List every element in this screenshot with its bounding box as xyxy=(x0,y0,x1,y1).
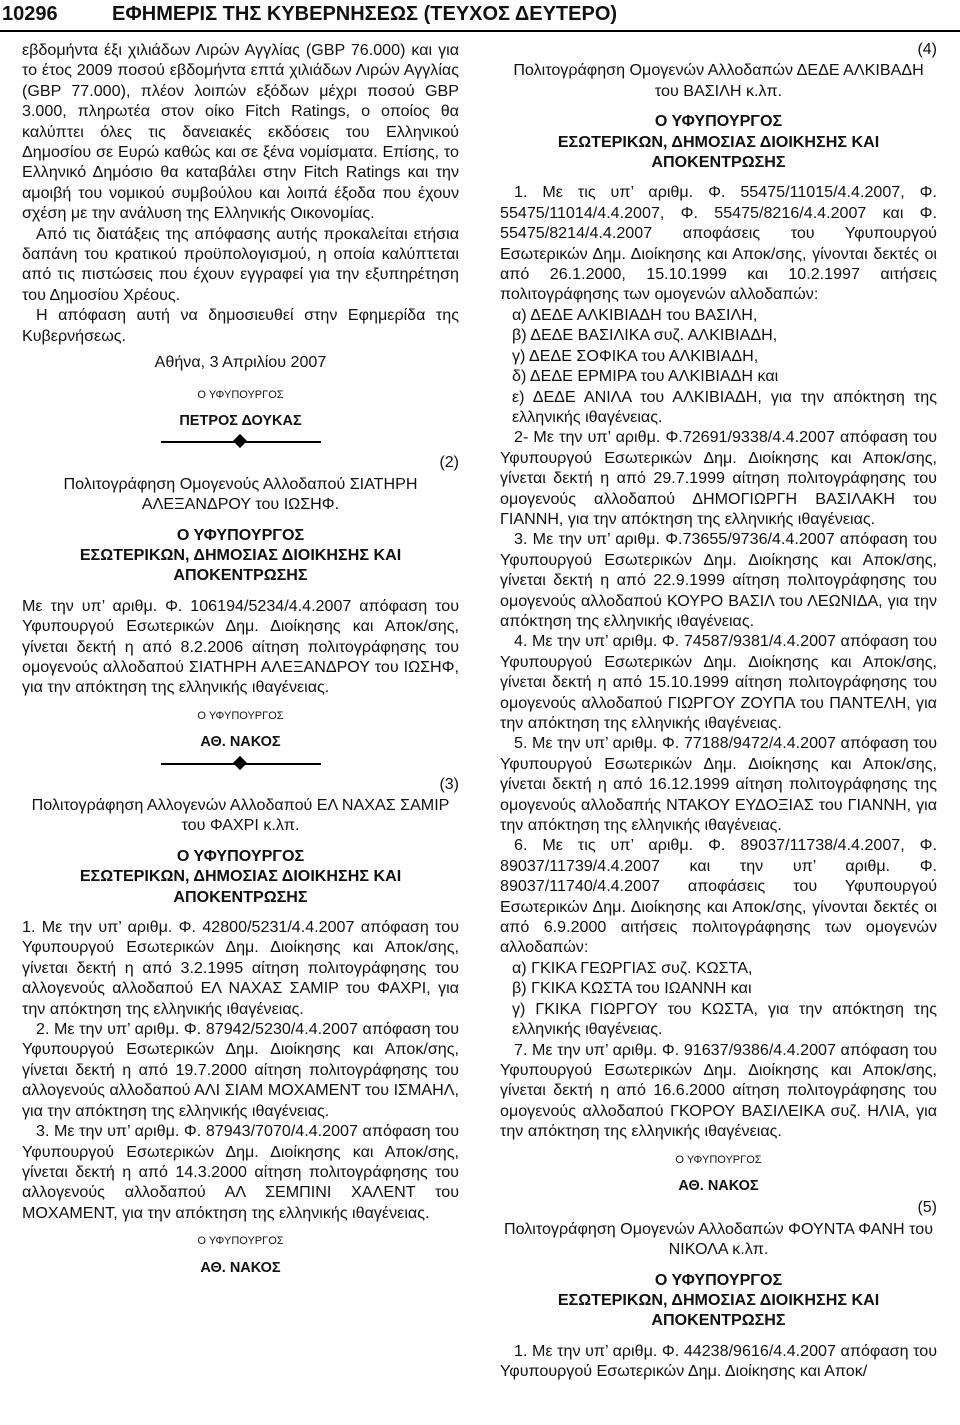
decision-title: Πολιτογράφηση Αλλογενών Αλλοδαπού ΕΛ ΝΑΧΑΣ ΣΑΜΙΡ του ΦΑΧΡΙ κ.λπ. xyxy=(31,796,450,835)
list-item: α) ΔΕΔΕ ΑΛΚΙΒΙΑΔΗ του ΒΑΣΙΛΗ, xyxy=(512,305,758,324)
decision-title: Πολιτογράφηση Ομογενούς Αλλοδαπού ΣΙΑΤΗΡΗ ΑΛΕΞΑΝΔΡΟΥ του ΙΩΣΗΦ. xyxy=(63,474,418,514)
paragraph: 5. Με την υπ’ αριθμ. Φ. 77188/9472/4.4.2007 απόφαση του Υφυπουργού Εσωτερικών Δημ. Διοίκησης και Αποκ/σης, γίνεται δεκτή η από 16.12.1999 αίτηση πολιτογράφησης της ομογενούς αλλοδαπής ΝΤΑΚΟΥ ΕΥΔΟΞΙΑΣ του ΓΙΑΝΝΗ, για την απόκτηση της ελληνικής ιθαγένειας. xyxy=(500,734,937,835)
paragraph: 2- Με την υπ’ αριθμ. Φ.72691/9338/4.4.2007 απόφαση του Υφυπουργού Εσωτερικών Δημ. Διοίκησης και Αποκ/σης, γίνεται δεκτή η από 29.7.1999 αίτηση πολιτογράφησης του ομογενούς αλλοδαπού ΔΗΜΟΓΙΩΡΓΗ ΒΑΣΙΛΑΚΗ του ΓΙΑΝΝΗ, για την απόκτηση της ελληνικής ιθαγένειας. xyxy=(500,428,937,528)
section-separator xyxy=(161,755,321,773)
decision-title: Πολιτογράφηση Ομογενών Αλλοδαπών ΔΕΔΕ ΑΛΚΙΒΑΔΗ του ΒΑΣΙΛΗ κ.λπ. xyxy=(513,61,924,100)
authority-title: Ο ΥΦΥΠΟΥΡΓΟΣ xyxy=(654,112,783,131)
list-item: β) ΔΕΔΕ ΒΑΣΙΛΙΚΑ συζ. ΑΛΚΙΒΙΑΔΗ, xyxy=(512,326,778,345)
signatory-name: ΑΘ. ΝΑΚΟΣ xyxy=(200,1259,281,1276)
authority-title: Ο ΥΦΥΠΟΥΡΓΟΣ xyxy=(654,1270,783,1289)
decision-number: (4) xyxy=(917,41,937,58)
issuing-authority xyxy=(500,111,937,172)
paragraph: 1. Με την υπ’ αριθμ. Φ. 44238/9616/4.4.2007 απόφαση του Υφυπουργού Εσωτερικών Δημ. Διοίκησης και Αποκ/ xyxy=(500,1341,937,1381)
signatory-title: Ο ΥΦΥΠΟΥΡΓΟΣ xyxy=(197,709,284,722)
authority-ministry: ΕΣΩΤΕΡΙΚΩΝ, ΔΗΜΟΣΙΑΣ ΔΙΟΙΚΗΣΗΣ ΚΑΙ ΑΠΟΚΕΝΤΡΩΣΗΣ xyxy=(79,545,402,585)
paragraph: 6. Με τις υπ’ αριθμ. Φ. 89037/11738/4.4.2007, Φ. 89037/11739/4.4.2007 και την υπ’ αριθμ. Φ. 89037/11740/4.4.2007 αποφάσεις του Υφυπουργού Εσωτερικών Δημ. Διοίκησης και Αποκ/σης, γίνονται δεκτές οι από 6.9.2000 αιτήσεις πολιτογράφησης των ομογενών αλλοδαπών: xyxy=(500,836,937,957)
list-item: β) ΓΚΙΚΑ ΚΩΣΤΑ του ΙΩΑΝΝΗ και xyxy=(512,979,752,998)
issuing-authority xyxy=(22,846,459,907)
page-number: 10296 xyxy=(2,3,58,25)
list-item: γ) ΔΕΔΕ ΣΟΦΙΚΑ του ΑΛΚΙΒΙΑΔΗ, xyxy=(512,346,759,365)
decision-number: (2) xyxy=(439,454,459,472)
paragraph: 4. Με την υπ’ αριθμ. Φ. 74587/9381/4.4.2007 απόφαση του Υφυπουργού Εσωτερικών Δημ. Διοίκησης και Αποκ/σης, γίνεται δεκτή η από 15.10.1999 αίτηση πολιτογράφησης του ομογενούς αλλοδαπού ΓΙΩΡΓΟΥ ΖΟΥΠΑ του ΠΑΝΤΕΛΗ, για την απόκτηση της ελληνικής ιθαγένειας. xyxy=(500,632,937,732)
authority-ministry: ΕΣΩΤΕΡΙΚΩΝ, ΔΗΜΟΣΙΑΣ ΔΙΟΙΚΗΣΗΣ ΚΑΙ ΑΠΟΚΕΝΤΡΩΣΗΣ xyxy=(557,1290,880,1330)
authority-title: Ο ΥΦΥΠΟΥΡΓΟΣ xyxy=(176,525,305,544)
diamond-ornament-icon xyxy=(232,434,246,448)
list-item: ε) ΔΕΔΕ ΑΝΙΛΑ του ΑΛΚΙΒΙΑΔΗ, για την απόκτηση της ελληνικής ιθαγένειας. xyxy=(512,387,937,426)
paragraph: 1. Με την υπ’ αριθμ. Φ. 42800/5231/4.4.2007 απόφαση του Υφυπουργού Εσωτερικών Δημ. Διοίκησης και Αποκ/σης, γίνεται δεκτή η από 3.2.1995 αίτηση πολιτογράφησης του αλλογενούς αλλοδαπού ΕΛ ΝΑΧΑΣ ΣΑΜΙΡ του ΦΑΧΡΙ, για την απόκτηση της ελληνικής ιθαγένειας. xyxy=(22,918,459,1018)
paragraph: Από τις διατάξεις της απόφασης αυτής προκαλείται ετήσια δαπάνη του κρατικού προϋπολογισμού, η οποία καλύπτεται από τις πιστώσεις που έχουν εγγραφεί για την εξυπηρέτηση του Δημοσίου Χρέους. xyxy=(22,224,459,304)
paragraph: 3. Με την υπ’ αριθμ. Φ. 87943/7070/4.4.2007 απόφαση του Υφυπουργού Εσωτερικών Δημ. Διοίκησης και Αποκ/σης, γίνεται δεκτή η από 14.3.2000 αίτηση πολιτογράφησης του αλλογενούς αλλοδαπού ΑΛ ΣΕΜΠΙΝΙ ΧΑΛΕΝΤ του ΜΟΧΑΜΕΝΤ, για την απόκτηση της ελληνικής ιθαγένειας. xyxy=(22,1122,459,1222)
paragraph: 7. Με την υπ’ αριθμ. Φ. 91637/9386/4.4.2007 απόφαση του Υφυπουργού Εσωτερικών Δημ. Διοίκησης και Αποκ/σης, γίνεται δεκτή η από 16.6.2000 αίτηση πολιτογράφησης του ομογενούς αλλοδαπού ΓΚΟΡΟΥ ΒΑΣΙΛΕΙΚΑ συζ. ΗΛΙΑ, για την απόκτηση της ελληνικής ιθαγένειας. xyxy=(500,1040,937,1141)
list-item: γ) ΓΚΙΚΑ ΓΙΩΡΓΟΥ του ΚΩΣΤΑ, για την απόκτηση της ελληνικής ιθαγένειας. xyxy=(512,999,937,1039)
list-item: δ) ΔΕΔΕ ΕΡΜΙΡΑ του ΑΛΚΙΒΙΑΔΗ και xyxy=(512,367,779,386)
paragraph: 1. Με τις υπ’ αριθμ. Φ. 55475/11015/4.4.2007, Φ. 55475/11014/4.4.2007, Φ. 55475/8216/4.4.2007 και Φ. 55475/8214/4.4.2007 αποφάσεις του Υφυπουργού Εσωτερικών Δημ. Διοίκησης και Αποκ/σης, γίνονται δεκτές οι από 26.1.2000, 15.10.1999 και 10.2.1997 αιτήσεις πολιτογράφησης των ομογενών αλλοδαπών: xyxy=(500,183,937,304)
paragraph: εβδομήντα έξι χιλιάδων Λιρών Αγγλίας (GBP 76.000) και για το έτος 2009 ποσού εβδομήντα επτά χιλιάδων Λιρών Αγγλίας (GBP 77.000), πλέον λοιπών εξόδων μέχρι ποσού GBP 3.000, πληρωτέα στον οίκο Fitch Ratings, ο οποίος θα καλύπτει όλες τις δανειακές εκδόσεις του Ελληνικού Δημοσίου σε Ευρώ καθώς και σε ξένα νομίσματα. Επίσης, το Ελληνικό Δημόσιο θα καταβάλει στην Fitch Ratings και την αμοιβή του νομικού συμβούλου και λοιπά έξοδα που έχουν σχέση με την ανάλυση της Ελληνικής Οικονομίας. xyxy=(22,41,459,223)
authority-ministry: ΕΣΩΤΕΡΙΚΩΝ, ΔΗΜΟΣΙΑΣ ΔΙΟΙΚΗΣΗΣ ΚΑΙ ΑΠΟΚΕΝΤΡΩΣΗΣ xyxy=(79,867,402,906)
list-item: α) ΓΚΙΚΑ ΓΕΩΡΓΙΑΣ συζ. ΚΩΣΤΑ, xyxy=(512,958,753,977)
right-column xyxy=(500,40,937,1382)
signatory-title: Ο ΥΦΥΠΟΥΡΓΟΣ xyxy=(197,1235,284,1248)
section-separator xyxy=(161,433,321,451)
issuing-authority xyxy=(500,1270,937,1331)
paragraph: 3. Με την υπ’ αριθμ. Φ.73655/9736/4.4.2007 απόφαση του Υφυπουργού Εσωτερικών Δημ. Διοίκησης και Αποκ/σης, γίνεται δεκτή η από 22.9.1999 αίτηση πολιτογράφησης του ομογενούς αλλοδαπού ΚΟΥΡΟ ΒΑΣΙΛ του ΛΕΩΝΙΔΑ, για την απόκτηση της ελληνικής ιθαγένειας. xyxy=(500,530,937,630)
signatory-title: Ο ΥΦΥΠΟΥΡΓΟΣ xyxy=(197,388,284,401)
left-column xyxy=(22,40,459,1280)
paragraph: Με την υπ’ αριθμ. Φ. 106194/5234/4.4.2007 απόφαση του Υφυπουργού Εσωτερικών Δημ. Διοίκησης και Αποκ/σης, γίνεται δεκτή η από 8.2.2006 αίτηση πολιτογράφησης του ομογενούς αλλοδαπού ΣΙΑΤΗΡΗ ΑΛΕΞΑΝΔΡΟΥ του ΙΩΣΗΦ, για την απόκτηση της ελληνικής ιθαγένειας. xyxy=(22,596,459,697)
authority-ministry: ΕΣΩΤΕΡΙΚΩΝ, ΔΗΜΟΣΙΑΣ ΔΙΟΙΚΗΣΗΣ ΚΑΙ ΑΠΟΚΕΝΤΡΩΣΗΣ xyxy=(557,132,880,172)
signatory-name: ΑΘ. ΝΑΚΟΣ xyxy=(200,734,281,751)
paragraph: Η απόφαση αυτή να δημοσιευθεί στην Εφημερίδα της Κυβερνήσεως. xyxy=(22,306,459,345)
decision-number: (3) xyxy=(439,775,459,793)
signatory-title: Ο ΥΦΥΠΟΥΡΓΟΣ xyxy=(675,1153,762,1166)
issuing-authority xyxy=(22,525,459,586)
authority-title: Ο ΥΦΥΠΟΥΡΓΟΣ xyxy=(176,846,305,865)
paragraph: 2. Με την υπ’ αριθμ. Φ. 87942/5230/4.4.2007 απόφαση του Υφυπουργού Εσωτερικών Δημ. Διοίκησης και Αποκ/σης, γίνεται δεκτή η από 19.7.2000 αίτηση πολιτογράφησης του αλλογενούς αλλοδαπού ΑΛΙ ΣΙΑΜ ΜΟΧΑΜΕΝΤ του ΙΣΜΑΗΛ, για την απόκτηση της ελληνικής ιθαγένειας. xyxy=(22,1020,459,1120)
signatory-name: ΑΘ. ΝΑΚΟΣ xyxy=(678,1177,759,1194)
decision-number: (5) xyxy=(917,1199,937,1217)
page-header xyxy=(0,0,960,32)
diamond-ornament-icon xyxy=(232,756,246,770)
signatory-name: ΠΕΤΡΟΣ ΔΟΥΚΑΣ xyxy=(179,412,302,429)
signature-date: Αθήνα, 3 Απριλίου 2007 xyxy=(154,353,327,372)
decision-title: Πολιτογράφηση Ομογενών Αλλοδαπών ΦΟΥΝΤΑ ΦΑΝΗ του ΝΙΚΟΛΑ κ.λπ. xyxy=(503,1219,934,1259)
gazette-title: ΕΦΗΜΕΡΙΣ ΤΗΣ ΚΥΒΕΡΝΗΣΕΩΣ (ΤΕΥΧΟΣ ΔΕΥΤΕΡΟ) xyxy=(112,3,618,25)
